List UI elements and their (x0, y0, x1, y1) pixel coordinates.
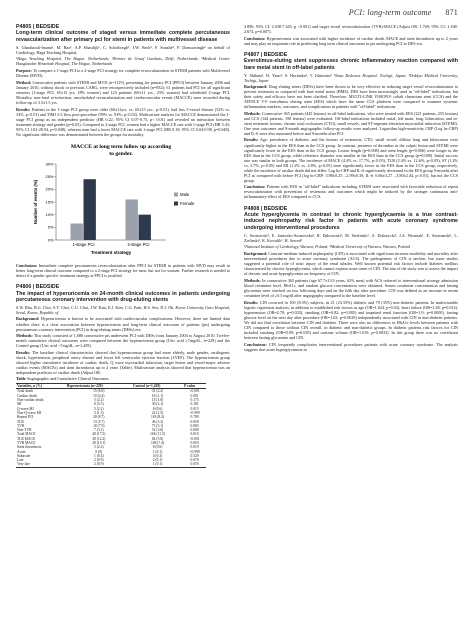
purpose-text: To compare a 1-stage PCI to a 2-stage PCI strategy for complete revascularization in STEMI patients with Multivessel Disease (MVD). (16, 68, 230, 79)
background-text: Hyperuricemia is known to be associated with cardiovascular complications. However, there are limited data whether there is a clear association between hyperuricemia and long-term clinical outcomes of patients (pts) undergoing percutaneous coronary intervention (PCI) in drug-eluting stents (DESs) era. (16, 316, 230, 332)
results-paragraph (244, 300, 458, 340)
y-tick-label: 20% (45, 186, 54, 192)
table-body (16, 389, 206, 467)
page-number: 871 (445, 8, 458, 17)
chart-title-line-1: MACCE at long term follow up according (70, 144, 172, 151)
methods-label: Methods: (16, 333, 33, 339)
table-cell: 2 (0.1) (152, 458, 163, 463)
table-cell: Total death (17, 389, 34, 394)
results-label: Results: (16, 106, 31, 112)
table-cell: 0.083 (190, 423, 199, 428)
table-cell: 3 (1.3) (94, 410, 104, 415)
table-cell: Acute (17, 449, 26, 454)
page-header (349, 8, 458, 17)
table-cell: TVR (17, 423, 25, 428)
table-cell: MI (17, 402, 22, 407)
table-cell: 40 (17.5) (92, 432, 106, 437)
y-tick-label: 25% (45, 174, 54, 180)
conclusions-paragraph (244, 342, 458, 352)
table-cell: 52 (3.6) (151, 428, 164, 433)
table-cell: 15 (1.0) (151, 398, 164, 403)
conclusion-label: Conclusion: (244, 35, 266, 41)
table-cell: 0 (0) (95, 449, 103, 454)
abstract-title: Everolimus-eluting stent suppresses chronic inflammatory reaction compared with bare metal stent in off-label patients (244, 58, 458, 71)
x-tick-label: 1-stage PCI (72, 242, 95, 248)
bar-female-1 (84, 179, 96, 240)
table-cell: 30 (2.1) (151, 402, 164, 407)
abstract-authors (16, 305, 230, 315)
table-cell: >0.999 (189, 410, 200, 415)
table-cell: Cardiac death (17, 393, 37, 398)
method-label: Method: (16, 80, 32, 85)
table-cell: TLR (17, 419, 24, 424)
table-caption-text: Angiographic and Cumulative Clinical Outcomes (26, 376, 109, 382)
table-header-cell: Control (n=1,439) (132, 383, 183, 389)
table-cell: 18 (7.9) (93, 423, 105, 428)
results-paragraph (244, 137, 458, 182)
authors-text: Y. Shibata¹, H. Yano¹, S. Horinaka², T. Ishimitsu² (244, 72, 332, 78)
table-header-cell: Variables, n (%) (16, 383, 66, 389)
abstract-id: P4808 | BEDSIDE (244, 205, 288, 212)
table-cell: 0.175 (190, 398, 199, 403)
table-cell: Very late (16, 462, 66, 467)
table-cell: >0.999 (189, 449, 200, 454)
table-cell: <0.001 (189, 436, 200, 441)
table-cell: <0.001 (189, 389, 200, 394)
table-cell: 4 (0.3) (152, 453, 163, 458)
abstract-title: Acute hyperglycemia in contrast to chronic hyperglycaemia is a true contrast-induced nephropathy risk factor in patients with acute coronary syndrome undergoing interventional procedures (244, 211, 458, 231)
bar-male-1 (71, 224, 83, 240)
background-text: Drug eluting stents (DESs) have been shown to be very effective in reducing target vessel revascularization to prevent restenosis as compared with bare metal stents (BMS). DES have been increasingly used in "off-label" indications, but their safety and efficacy have not been clarified. Therefore, MULTI-LINK VISION® cobalt chromium stent (CCS) and the XIENCE V® everolimus eluting stent (EES) which have the same CCS platform were compared to examine systemic inflammation markers, outcomes, and complications in patients with "off-label" indications. (244, 84, 458, 110)
method-paragraph (16, 80, 230, 105)
table-cell: Non-Q-wave MI (17, 410, 42, 415)
abstract-authors: C. Sosnowski¹, E. Janeczko-Sosnowska², R. Dabrowski¹, M. Sierlinski¹, A. Dobrzycki¹, J.A. Wozniak¹, E. Szymanski¹, L. Zielinski¹, K. Kowalik¹, H. Szwed¹ (244, 233, 458, 244)
table-cell: 0.050 (183, 462, 206, 467)
table-cell: 1 (0.4) (94, 453, 104, 458)
purpose-paragraph (16, 68, 230, 78)
table-cell: 0.058 (190, 419, 199, 424)
table-cell: 0.010 (190, 432, 199, 437)
legend-label-male: Male (180, 192, 190, 198)
table-cell: 13 (5.7) (93, 419, 105, 424)
table-cell: 10 (4.4) (93, 393, 105, 398)
background-paragraph (244, 84, 458, 109)
method-text: Consecutive patients with STEMI and MVD (n=1119), presenting for primary PCI (PPCI) between January 2006 and January 2010, without shock or previous CABG, were retrospectively included (n=832); 61 patients had PCI for all significant stenoses (1-stage PCI, 65±15 yrs, 18% women) and 123 patients (60±11 yrs., 23% women) had scheduled 2-stage PCI. Mortality, non-fatal re-infarction, unscheduled revascularization and cerebrovascular events (MACCE) were recorded during follow-up of 3.5±1.5 yrs. (16, 80, 230, 106)
conclusions-label: Conclusions: (244, 341, 267, 347)
x-tick-label: 2-stage PCI (127, 242, 150, 248)
left-column (16, 24, 230, 474)
abstract-authors: S. Ghauharali-Imami¹, M. Bax¹, A.P. Haasdijk¹, C. Schotborgh¹, J.W. Bech², F. Sonalie³, P. Damsawingh³ on behalf of Cardiology, Haga Teaching Hospital, (16, 45, 230, 56)
legend-label-female: Female (180, 201, 195, 207)
table-cell: 166 (11.5) (150, 432, 165, 437)
x-axis-label: Treatment strategy (90, 250, 132, 256)
results-paragraph (16, 350, 230, 375)
macce-bar-chart (30, 140, 216, 260)
table-cell: 16 (1.1) (151, 393, 164, 398)
abstract-p4805 (16, 24, 230, 278)
abstract-p4806 (16, 284, 230, 468)
table-cell: 0.003 (190, 440, 199, 445)
conclusion-paragraph (244, 184, 458, 199)
table-cell: Late (17, 458, 24, 463)
y-tick-label: 5% (47, 224, 54, 230)
table-cell: 73 (5.1) (151, 423, 164, 428)
table-cell: 8 (3.5) (94, 402, 104, 407)
table-cell: Repeat PCI (17, 415, 34, 420)
affiliation-text: Korea University Guro Hospital, Seoul, Korea, Republic of (16, 305, 230, 316)
table-caption-bold: Table (16, 376, 26, 382)
methods-paragraph (244, 278, 458, 298)
background-label: Background: (244, 251, 268, 257)
table-cell: 0.680 (190, 428, 199, 433)
table-cell: 5 (2.2) (94, 406, 104, 411)
methods-label: Methods: (244, 278, 261, 284)
legend-swatch-female (174, 202, 178, 206)
table-cell: 5 (2.2) (94, 398, 104, 403)
table-cell: 0.520 (190, 453, 199, 458)
table-cell: 2 (0.9) (94, 458, 104, 463)
conclusion-paragraph (244, 36, 458, 46)
table-cell: 22 (1.5) (151, 410, 164, 415)
y-tick-label: 10% (45, 212, 54, 218)
bar-male-2 (126, 199, 138, 240)
purpose-label: Purpose: (16, 68, 32, 74)
table-cell: 2 (0.9) (66, 462, 132, 467)
table-cell: 7 (3.1) (94, 428, 104, 433)
conclusion-label: Conclusion: (244, 184, 266, 190)
table-cell: Q-wave MI (17, 406, 34, 411)
table-caption (16, 376, 230, 381)
results-label: Results: (244, 137, 259, 143)
methods-text: In consecutive 365 patients (age 67.7±13.9 years, 62% men) with ACS referred to interventional strategy admission blood creatinine level, HbA1c, and random glucose concentration were obtained. Serum creatinine concentration and fasting glycaemia were checked on two following days and on the fifth day after procedure. CIN was defined as an increase in serum creatinine level of ≥0.5 mg/dl after angiography compared to the baseline level. (244, 278, 458, 299)
table-cell: 5 (2.2) (94, 445, 104, 450)
table-cell: 0.789 (190, 415, 199, 420)
journal-running-title: PCI: long-term outcome (348, 8, 432, 17)
table-cell: 8 (0.6) (152, 445, 163, 450)
table-cell: 30 (13.1) (92, 440, 106, 445)
results-text: CIN occurred in 100 (8.3%) subjects, in 21 (23.33%) diabetic and 79 (35%) non-diabetic patients. In multivariable logistic regression analysis, in addition to established risk factors as age (OR=1.024, p=0.02), heart failure (OR=1.28; p=0.014), hypertension (OR=2.70; p=0.033), smoking (OR=0.82; p=0.005) and impaired renal function (OR=1.9; p=0.0000), fasting glucose level on the next day after procedure (OR=1.02; p=0.0029) independently associated with CIN in non-diabetic patients. We did not find correlation between CIN and diabetes. There were also no differences in HbA1c levels between patients with CIN compared to those without CIN overall, in diabetic and non-diabetic groups. In diabetic patients risk factors for CIN included smoking (OR=0.09; p=0.029) and contrast volume (OR=1.016; p=0.0033). In this group there was no correlation between fasting glycaemia and CIN. (244, 299, 458, 341)
abstract-affiliation: ¹Haga Teaching Hospital, The Hague, Netherlands; ²Reinier de Graaf Gasthuis, Delft, Netherlands; ³Medical Center Haaglanden Westeinde Hospital, The Hague, Netherlands (16, 56, 230, 67)
methods-label: Methods: (244, 110, 261, 116)
y-tick-label: 15% (45, 199, 54, 205)
table-cell: 0.015 (190, 406, 199, 411)
table-cell: Stent thrombosis (17, 445, 42, 450)
background-paragraph (16, 316, 230, 331)
table-cell: 84 (5.8) (151, 436, 164, 441)
abstract-id: P4806 | BEDSIDE (16, 284, 60, 291)
right-column (244, 24, 458, 358)
results-label: Results: (16, 349, 31, 355)
conclusion-text: Hyperuricemia was associated with higher incidence of cardiac death, MACE and stent thrombosis up to 2 years and may play an important role in predicting long term clinical outcomes in pts undergoing PCI in DES era. (244, 35, 458, 46)
table-cell: 28 (12.2) (92, 436, 106, 441)
conclusion-text: Patients with EES in "off-label" indications including STEMI were associated with favorable reduction of repeat revascularization with prevention of restenosis and outcomes which might be induced by the stronger continuous anti-inflammatory effect of EES compared to CCS. (244, 184, 458, 200)
results-label: Results: (244, 299, 259, 305)
table-cell: 118 (8.2) (151, 415, 165, 420)
table-cell: TLR MACE (17, 436, 36, 441)
table-cell: TVR MACE (17, 440, 36, 445)
abstract-id: P4807 | BEDSIDE (244, 51, 288, 58)
legend-swatch-male (174, 193, 178, 197)
table-cell: 8 (0.6) (152, 406, 163, 411)
results-text: The baseline clinical characteristics showed that hyperuricemia group had more elderly, male gender, cardiogenic shock, hypertension, peripheral artery disease and lower left ventricular ejection fraction (LVEF). The hyperuricemia group showed higher cumulative incidence of cardiac death, Q wave myocardial infarction, target lesion and vessel-major adverse cardiac events (MACEs) and stent thrombosis up to 2 years (Table). Multivariate analysis showed that hyperuricemia was an independent predictor of cardiac death (Adjust OR: (16, 349, 230, 375)
results-text: Age, prevalence of diabetes, and the lesions of restenosis, CTO, small vessel, diffuse long and bifurcation were significantly higher in the EES than in the CCS group. In contrast, presence of thrombus in the culprit lesion and STEMI were significantly lower in the EES than in the CCS group. Lesion length (p=0.008) and stent length (p=0.006) were longer in the EES than in the CCS group, while reference diameter was smaller in the EES than in the CCS group (p=0.008). Initial success rate was similar in both groups. The incidence of MACE (4.4% vs. 17.7%, p<0.05), TLR (2.4% vs. 12.6%, p<0.05), ST (1.2% vs. 3.7%, p<0.05) and MI (1.2% vs. 4.8%, p<0.05) were significantly lower in the EES than in the CCS group, respectively, while the incidence of cardiac death did not differ. Log hs-CRP and IL-6 significantly decreased in the EES group 9-months after PCI as compared with before PCI (log hs-CRP: 3.98±0.25→2.99±0.39; IL-6: 6.66±3.27→3.80±2.44, p<0.01), but not the CCS group. (244, 137, 459, 183)
abstract-p4806-continued (244, 24, 458, 46)
table-cell: 20 (8.7) (93, 415, 105, 420)
abstract-affiliation: ¹National Institute of Cardiology, Warsaw, Poland; ²Medical University of Warsaw, Warsaw, Poland (244, 244, 410, 250)
abstract-title: The impact of hyperuricemia on 24-month clinical outcomes in patients undergoing percutaneous coronary intervention with drug-eluting stents (16, 290, 230, 303)
chart-title-line-2: to gender. (109, 151, 133, 158)
conclusion-text: Immediate complete percutaneous revascularization after PPCI for STEMI in patients with MVD may result in better long-term clinical outcome compared to a 2-stage PCI strategy for men, but not for women. Further research is needed to detect if a gender specific treatment strategy at PPCI is justified. (16, 263, 230, 279)
table-cell: 0.019 (190, 445, 199, 450)
conclusions-text: CIN frequently complicates interventional procedures patients with acute coronary syndrome. The analysis suggests that acute hyperglycaemia in (244, 341, 458, 352)
background-label: Background: (244, 84, 268, 89)
y-axis-label: Number of events (%) (33, 179, 38, 225)
table-cell: 15 (6.6) (93, 389, 105, 394)
table-cell: 1 (0.1) (152, 449, 163, 454)
background-label: Background: (16, 316, 40, 322)
table-cell: 0.076 (190, 458, 199, 463)
chart-svg (30, 140, 216, 260)
table-cell: 1 (0.1) (132, 462, 183, 467)
outcomes-table (16, 383, 206, 468)
abstract-authors (244, 73, 458, 83)
table-cell: Subacute (17, 453, 31, 458)
bar-female-2 (139, 215, 151, 240)
table-cell: 31 (2.2) (151, 389, 164, 394)
results-paragraph (16, 107, 230, 137)
table-cell: 0.001 (190, 393, 199, 398)
affiliation-text: ¹Nasu Redcross Hospital, Tochigi, Japan; ²Dokkyo Medical University, Tochigi, Japan (244, 72, 458, 83)
table-cell: 0.181 (190, 402, 199, 407)
continuation-text: 3.896; 95% CI: 2.038-7.445, p <0.001) and target vessel revascularization (TVR)-MACE (Adjust OR: 1.769; 95% CI: 1.168-2.674, p=0.007). (244, 24, 458, 35)
table-cell: Total MACE (17, 432, 36, 437)
results-text: Patients in the 1-stage PCI group were older (60±11yrs. vs. 65±15 yrs.; p<0.01), had less 3-vessel disease (52% vs. 33%, p<0.01) and TIMI 2-3 flow post-procedure (99% vs. 93%; p<0.02). Multivariate analysis for MACCE demonstrated the 1-stage PCI group as an independent predictor (HR 0.22; 95% CI 0.07-0.75, p< 0.01) and revealed an interaction between treatment strategy and gender (p=0.03). Compared to 2-stage PCI, women had a higher MACCE rate with 1-stage PCI (HR 5.43; 95% CI 1.02-28.94, p=0.048), whereas men had a lower MACCE rate with 1-stage PCI (HR 0.18; 95% CI 0.04-0.98, p=0.048). No significant difference was demonstrated between the groups for mortality. (16, 106, 230, 137)
methods-paragraph (244, 111, 458, 136)
background-text: Contrast-medium-induced nephropathy (CIN) is associated with significant increase morbidity and mortality after interventional procedures due to acute coronary syndrome (ACS). The pathogenesis of CIN is unclear, but some studies suggested a potential role of toxic injury of the renal tubules. Well known potential risk factors include diabetes mellitus characterised by chronic hyperglycemia, which cannot explain acute onset of CIN. The aim of the study was to assess the impact of chronic and acute hyperglycemia on frequency of CIN. (244, 251, 458, 277)
table-header-cell: Hyperuricemia (n=229) (66, 383, 132, 389)
methods-text: Consecutive 365 patients (445 lesions) in off-label indications, who were treated with EES (221 patients, 255 lesions) and CCS (144 patients, 190 lesions) were evaluated. Off-label indications included ostial, left main, long, bifurcation, and in-stent restenotic lesions, chronic total occlusions (CTO), small vessels, and ST-segment elevation myocardial infarction (STEMI). One year outcomes and 9-month angiographic follow-up results were analyzed. Logarithm high-sensitivity CRP (Log hs-CRP) and IL-6 were also measured before and 9-months after PCI. (244, 110, 458, 136)
background-paragraph (244, 251, 458, 276)
table-cell: Non-cardiac death (17, 398, 44, 403)
table-header-cell: P value (183, 383, 206, 389)
table-row (16, 462, 206, 467)
conclusion-paragraph (16, 263, 230, 278)
authors-text: S.W. Rha, B.G. Choi, S.Y. Choi, C.U. Choi, J.W. Kim, E.J. Kim, C.G. Park, H.S. Seo, D.J. Oh. (16, 305, 175, 311)
conclusion-label: Conclusion: (16, 263, 38, 269)
abstract-id: P4805 | BEDSIDE (16, 24, 60, 30)
abstract-p4807 (244, 52, 458, 200)
methods-text: This study consisted of 1,686 consecutive pts underwent PCI with DESs from January 2004 to August 2010. Twelve-month cumulative clinical outcomes were compared between the hyperuricemia group (Uric acid ≥7mg/dL, n=229) and the Control group (Uric acid <7mg/dL, n=1,439). (16, 333, 231, 349)
methods-paragraph (16, 333, 230, 348)
abstract-p4808 (244, 206, 458, 352)
table-cell: Non-TVR (17, 428, 32, 433)
table-cell: 106 (7.4) (150, 440, 165, 445)
y-tick-label: 0% (47, 237, 54, 243)
y-tick-label: 30% (45, 161, 54, 167)
table-cell: 46 (3.2) (151, 419, 164, 424)
abstract-title: Long-term clinical outcome of staged versus immediate complete percutaneous revascularization after primary pci for stemi in patients with multivessel disease (16, 30, 230, 43)
